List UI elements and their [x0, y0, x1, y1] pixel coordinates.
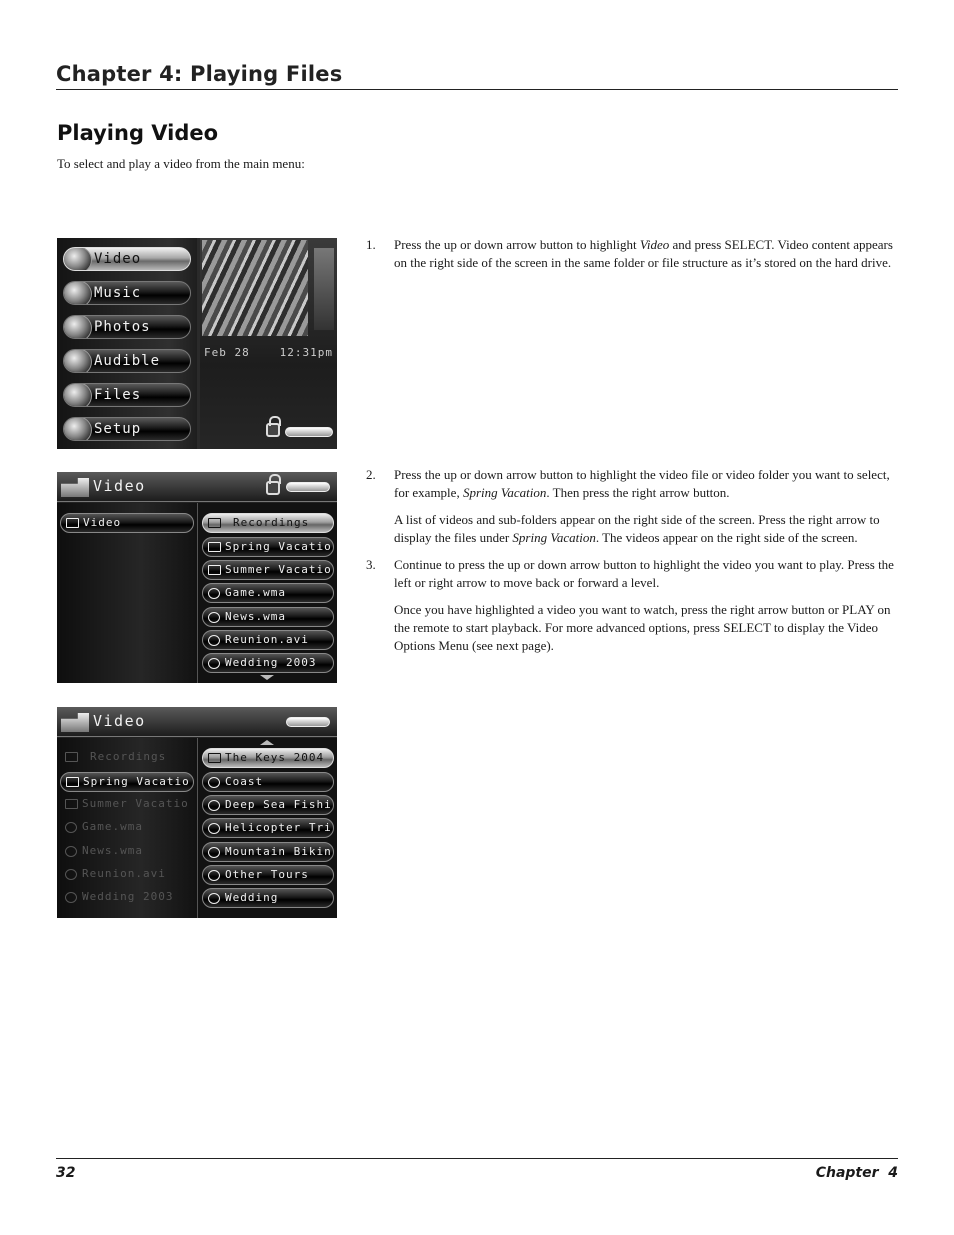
menu-item-photos	[63, 315, 191, 339]
preview-side-graphic	[314, 248, 334, 330]
list-item	[202, 630, 334, 650]
list-item	[202, 795, 334, 815]
screen-title: Video	[93, 477, 146, 495]
text-run: Press the up or down arrow button to highlight the video file or video folder you want to select, for example,	[394, 467, 890, 500]
list-item-label: Helicopter Tri	[225, 821, 332, 834]
folder-icon	[208, 565, 221, 575]
steps-2-3-block	[366, 466, 898, 655]
video-camera-icon	[61, 478, 89, 497]
step-2-note	[366, 511, 898, 547]
menu-item-setup	[63, 417, 191, 441]
list-item-label: Deep Sea Fishi	[225, 798, 332, 811]
list-item	[60, 818, 194, 838]
list-item-label: Wedding 2003	[225, 656, 317, 669]
menu-item-label: Music	[94, 285, 142, 301]
date-readout: Feb 28	[204, 346, 250, 359]
menu-item-label: Video	[94, 251, 142, 267]
film-reel-icon	[208, 635, 220, 646]
list-item	[202, 818, 334, 838]
footer-chapter: Chapter 4	[815, 1165, 898, 1181]
folder-open-icon	[66, 777, 79, 787]
footer-rule	[56, 1158, 898, 1159]
lock-icon	[266, 481, 280, 495]
step-1-block	[366, 236, 898, 272]
list-item	[202, 748, 334, 768]
folder-icon	[65, 799, 78, 809]
step-2	[366, 466, 898, 502]
list-item-label: Spring Vacatio	[225, 540, 332, 553]
list-item	[60, 888, 194, 908]
scroll-down-arrow-icon	[260, 675, 274, 680]
page-number: 32	[56, 1165, 76, 1181]
step-1	[366, 236, 898, 272]
list-item	[202, 513, 334, 533]
list-item	[60, 842, 194, 862]
list-item-label: Recordings	[90, 750, 167, 763]
list-item-label: Coast	[225, 775, 264, 788]
step-text	[394, 236, 898, 272]
list-item	[60, 865, 194, 885]
step-text: Continue to press the up or down arrow button to highlight the video you want to play. Press the left or right arrow to move back or forward a level.	[394, 557, 894, 590]
step-text	[394, 466, 898, 502]
list-item-label: Game.wma	[225, 586, 286, 599]
battery-icon	[286, 717, 330, 727]
spring-vacation-screenshot	[57, 707, 337, 918]
list-item	[202, 560, 334, 580]
left-pane	[57, 503, 197, 683]
step-number: 3.	[366, 557, 376, 572]
folder-icon	[65, 752, 78, 762]
main-menu	[57, 238, 197, 449]
list-item-label: Wedding 2003	[82, 890, 174, 903]
folder-open-icon	[66, 518, 79, 528]
menu-item-label: Files	[94, 387, 142, 403]
list-item-label: Spring Vacatio	[83, 775, 190, 788]
list-item-label: Recordings	[233, 516, 310, 529]
title-bar	[57, 472, 337, 502]
list-item	[202, 537, 334, 557]
screen-title: Video	[93, 712, 146, 730]
film-reel-icon	[65, 822, 77, 833]
list-item-label: Reunion.avi	[225, 633, 309, 646]
step-3	[366, 556, 898, 592]
list-item	[60, 513, 194, 533]
list-item	[60, 772, 194, 792]
list-item	[202, 772, 334, 792]
time-readout: 12:31pm	[279, 346, 333, 359]
folder-icon	[208, 542, 221, 552]
menu-item-audible	[63, 349, 191, 373]
menu-item-music	[63, 281, 191, 305]
right-pane	[197, 503, 337, 683]
step-3-note: Once you have highlighted a video you want to watch, press the right arrow button or PLAY on the remote to start playback. For more advanced options, press SELECT to display the Video Options Menu (see next page).	[394, 602, 891, 653]
menu-item-label: Setup	[94, 421, 142, 437]
list-item	[202, 583, 334, 603]
film-reel-icon	[208, 800, 220, 811]
list-item-label: News.wma	[82, 844, 143, 857]
menu-item-files	[63, 383, 191, 407]
speaker-icon	[63, 349, 92, 373]
step-number: 1.	[366, 237, 376, 252]
text-run: Press the up or down arrow button to highlight	[394, 237, 640, 252]
film-reel-icon	[208, 658, 220, 669]
film-reel-icon	[208, 823, 220, 834]
list-item	[202, 607, 334, 627]
text-run: and press SELECT. Video content appears on the right side of the screen in the same folder or file structure as it’s stored on the hard drive.	[394, 237, 893, 270]
list-item-label: The Keys 2004	[225, 751, 325, 764]
text-run: . Then press the right arrow button.	[546, 485, 730, 500]
list-item	[202, 888, 334, 908]
film-reel-icon	[208, 777, 220, 788]
menu-item-label: Audible	[94, 353, 161, 369]
battery-icon	[285, 427, 333, 437]
title-bar	[57, 707, 337, 737]
film-reel-icon	[208, 588, 220, 599]
chapter-header	[56, 60, 898, 90]
list-item-label: Mountain Bikin	[225, 845, 332, 858]
film-reel-icon	[208, 847, 220, 858]
list-item-label: Other Tours	[225, 868, 309, 881]
video-camera-icon	[63, 247, 92, 271]
list-item	[202, 842, 334, 862]
film-reel-icon	[208, 870, 220, 881]
scroll-up-arrow-icon	[260, 740, 274, 745]
list-item	[202, 865, 334, 885]
emphasis: Spring Vacation	[512, 530, 596, 545]
folder-icon	[208, 518, 221, 528]
list-item-label: Wedding	[225, 891, 279, 904]
file-cabinet-icon	[63, 383, 92, 407]
film-reel-icon	[65, 846, 77, 857]
gear-icon	[63, 417, 92, 441]
emphasis: Video	[639, 237, 670, 252]
list-item-label: News.wma	[225, 610, 286, 623]
step-number: 2.	[366, 467, 376, 482]
headphones-icon	[63, 281, 92, 305]
text-run: . The videos appear on the right side of the screen.	[595, 530, 858, 545]
folder-icon	[208, 753, 221, 763]
lock-icon	[266, 423, 280, 437]
film-reel-icon	[208, 893, 220, 904]
menu-item-label: Photos	[94, 319, 151, 335]
list-item	[60, 795, 194, 815]
list-item-label: Summer Vacatio	[225, 563, 332, 576]
list-item-label: Reunion.avi	[82, 867, 166, 880]
chapter-title: Chapter 4: Playing Files	[56, 62, 343, 86]
intro-text: To select and play a video from the main menu:	[57, 156, 305, 171]
video-camera-icon	[61, 713, 89, 732]
left-pane	[57, 738, 197, 918]
main-menu-screenshot	[57, 238, 337, 449]
menu-item-video	[63, 247, 191, 271]
list-item	[202, 653, 334, 673]
list-item-label: Summer Vacatio	[82, 797, 189, 810]
right-pane	[197, 738, 337, 918]
list-item-label: Game.wma	[82, 820, 143, 833]
camera-icon	[63, 315, 92, 339]
list-item-label: Video	[83, 516, 122, 529]
preview-image	[202, 240, 308, 336]
text-run: A list of videos and sub-folders appear on the right side of the screen. Press the right arrow to display the files under	[394, 512, 880, 545]
film-reel-icon	[208, 612, 220, 623]
film-reel-icon	[65, 892, 77, 903]
section-title: Playing Video	[57, 121, 219, 145]
battery-icon	[286, 482, 330, 492]
emphasis: Spring Vacation	[462, 485, 547, 500]
preview-panel	[200, 238, 337, 449]
video-list-screenshot	[57, 472, 337, 683]
film-reel-icon	[65, 869, 77, 880]
list-item	[60, 748, 194, 768]
